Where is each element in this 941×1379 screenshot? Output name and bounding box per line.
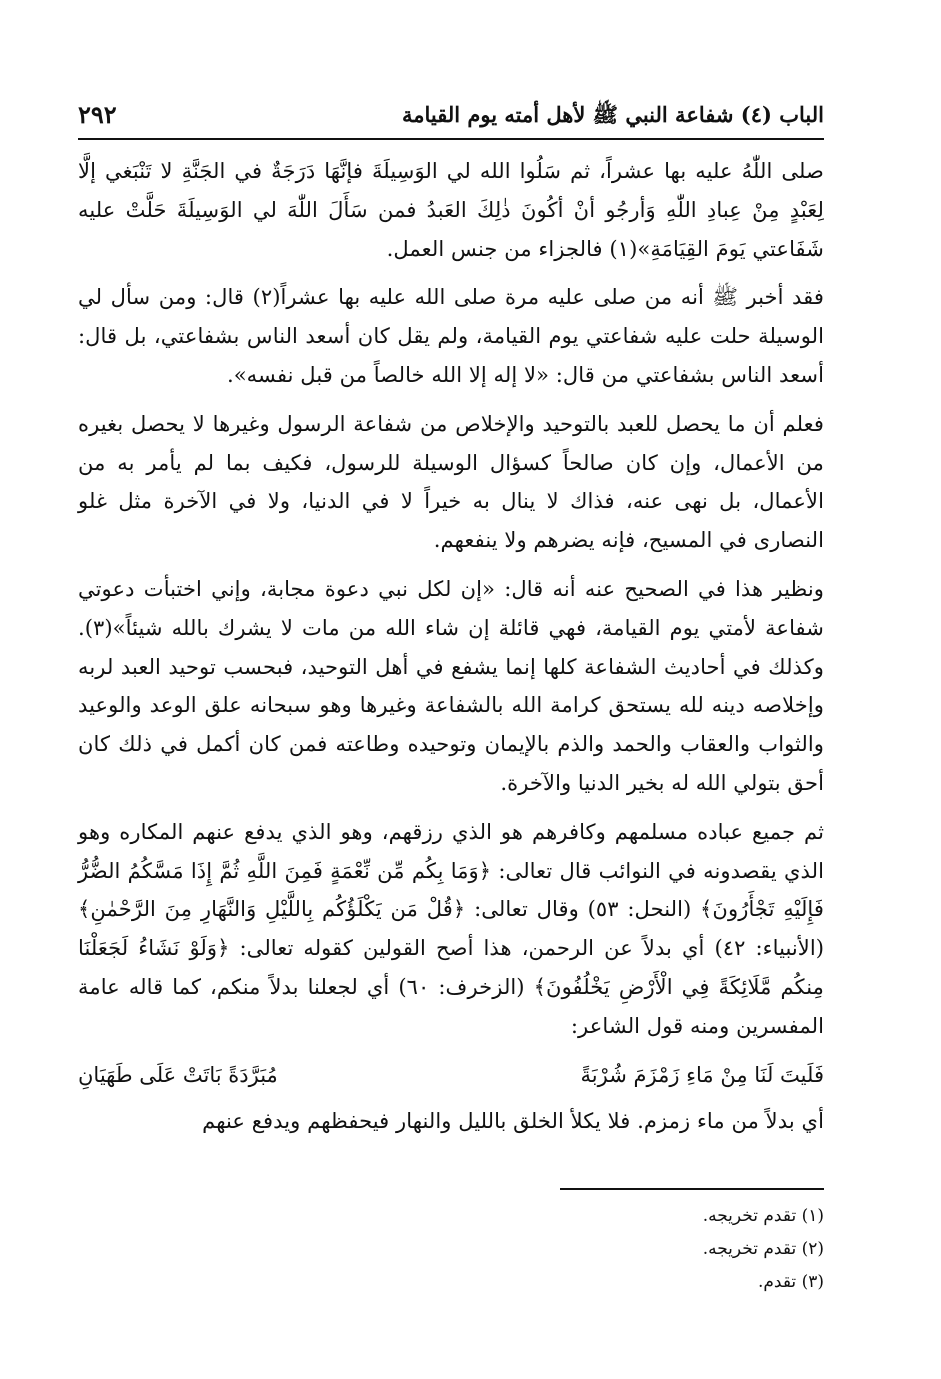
main-text [78,152,824,1140]
book-page [78,100,825,1292]
poem-verse [78,1056,824,1094]
page-number: ٢٩٢ [78,100,117,129]
paragraph: صلى اللّٰهُ عليه بها عشراً، ثم سَلُوا الله لي الوَسِيلَةَ فإنَّهَا دَرَجَةٌ في الجَنَّةِ لا تَنْبَغي إلَّا لِعَبْدٍ مِنْ عِبادِ اللّٰهِ وَأرجُو أنْ أكُونَ ذٰلِكَ العَبدُ فمن سَأَلَ اللّٰهَ لي الوَسِيلَةَ حَلَّتْ عليه شَفَاعتي يَومَ القِيَامَةِ»(١) فالجزاء من جنس العمل. [78,158,824,261]
closing-line: أي بدلاً من ماء زمزم. فلا يكلأ الخلق بالليل والنهار فيحفظهم ويدفع عنهم [202,1107,824,1133]
poem-hemistich-second: مُبَرَّدَةً بَاتَتْ عَلَى طَهَيَانِ [78,1062,278,1087]
paragraph: فقد أخبر ﷺ أنه من صلى عليه مرة صلى الله عليه بها عشراً(٢) قال: ومن سأل لي الوسيلة حلت عليه شفاعتي يوم القيامة، ولم يقل كان أسعد الناس بشفاعتي، بل قال: أسعد الناس بشفاعتي من قال: «لا إله إلا الله خالصاً من قبل نفسه». [78,284,825,387]
poem-hemistich-first: فَلَيتَ لَنَا مِنْ مَاءِ زَمْزَمَ شُرْبَةً [580,1062,824,1087]
chapter-title: الباب (٤) شفاعة النبي ﷺ لأهل أمته يوم القيامة [401,102,824,127]
paragraph: ثم جميع عباده مسلمهم وكافرهم هو الذي رزقهم، وهو الذي يدفع عنهم المكاره وهو الذي يقصدونه في النوائب قال تعالى: ﴿وَمَا بِكُم مِّن نِّعْمَةٍ فَمِنَ اللَّهِ ثُمَّ إِذَا مَسَّكُمُ الضُّرُّ فَإِلَيْهِ تَجْأَرُونَ﴾ (النحل: ٥٣) وقال تعالى: ﴿قُلْ مَن يَكْلَؤُكُم بِاللَّيْلِ وَالنَّهَارِ مِنَ الرَّحْمٰنِ﴾ (الأنبياء: ٤٢) أي بدلاً عن الرحمن، هذا أصح القولين كقوله تعالى: ﴿وَلَوْ نَشَاءُ لَجَعَلْنَا مِنكُم مَّلَائِكَةً فِي الْأَرْضِ يَخْلُفُونَ﴾ (الزخرف: ٦٠) أي لجعلنا بدلاً منكم، كما قاله عامة المفسرين ومنه قول الشاعر: [78,818,825,1038]
footnote-item: (٢) تقدم تخريجه. [702,1239,824,1259]
footnote-item: (٣) تقدم. [757,1272,824,1292]
paragraph: فعلم أن ما يحصل للعبد بالتوحيد والإخلاص من شفاعة الرسول وغيرها لا يحصل بغيره من الأعمال، وإن كان صالحاً كسؤال الوسيلة للرسول، فكيف بما لم يأمر به من الأعمال، بل نهى عنه، فذاك لا ينال به خيراً لا في الدنيا، ولا في الآخرة مثل غلو النصارى في المسيح، فإنه يضرهم ولا ينفعهم. [78,410,824,553]
footnote-item: (١) تقدم تخريجه. [702,1206,824,1226]
paragraph: ونظير هذا في الصحيح عنه أنه قال: «إن لكل نبي دعوة مجابة، وإني اختبأت دعوتي شفاعة لأمتي يوم القيامة، فهي قائلة إن شاء الله من مات لا يشرك بالله شيئاً»(٣). وكذلك في أحاديث الشفاعة كلها إنما يشفع في أهل التوحيد، فبحسب توحيد العبد لربه وإخلاصه دينه لله يستحق كرامة الله بالشفاعة وغيرها وهو سبحانه علق الوعد والوعيد والثواب والعقاب والحمد والذم بالإيمان وتوحيده وطاعته فمن كان أكمل في ذلك كان أحق بتولي الله له بخير الدنيا والآخرة. [78,575,824,795]
footnote-divider [560,1188,824,1190]
page-header [78,100,824,140]
footnotes [78,1200,824,1299]
